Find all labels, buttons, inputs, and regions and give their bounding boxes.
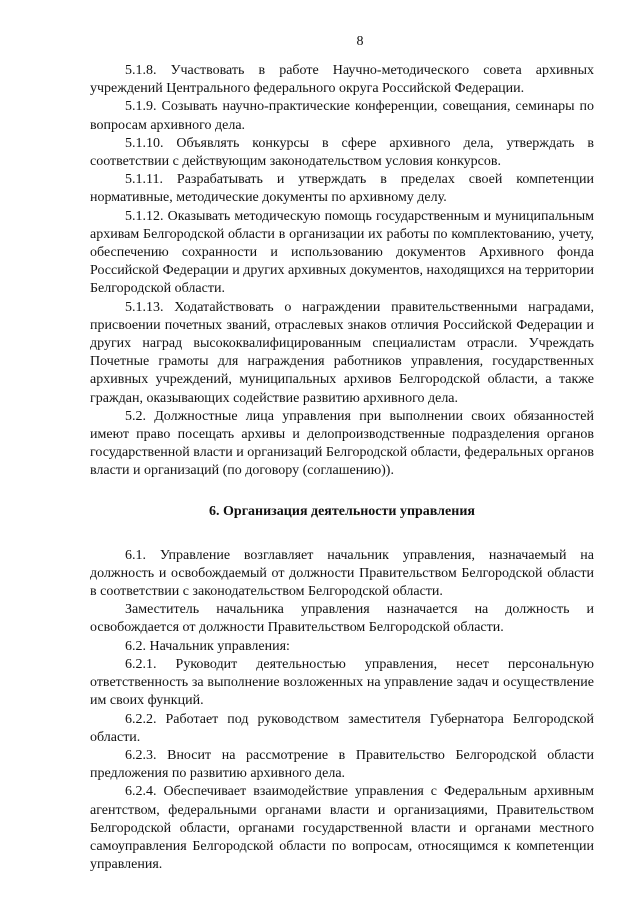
- spacer: [90, 481, 594, 503]
- section-6: [90, 547, 594, 875]
- paragraph-6-2-4: 6.2.4. Обеспечивает взаимодействие управления с Федеральным архивным агентством, федеральными органами власти и организациями, Правительством Белгородской области, органами государственной власти и органами местного самоуправления Белгородской области по вопросам, относящимся к компетенции управления.: [90, 784, 594, 873]
- spacer: [90, 521, 594, 547]
- paragraph-6-2-2: 6.2.2. Работает под руководством заместителя Губернатора Белгородской области.: [90, 711, 594, 745]
- section-heading: 6. Организация деятельности управления: [209, 503, 475, 519]
- paragraph-5-1-12: 5.1.12. Оказывать методическую помощь государственным и муниципальным архивам Белгородской области в организации их работы по комплектованию, учету, обеспечению сохранности и использованию документов Архивного фонда Российской Федерации и других архивных документов, находящихся на территории Белгородской области.: [90, 208, 594, 297]
- paragraph-6-2-3: 6.2.3. Вносит на рассмотрение в Правительство Белгородской области предложения по развитию архивного дела.: [90, 747, 594, 782]
- paragraph-5-1-9: 5.1.9. Созывать научно-практические конференции, совещания, семинары по вопросам архивного дела.: [90, 99, 594, 133]
- paragraph-5-1-10: 5.1.10. Объявлять конкурсы в сфере архивного дела, утверждать в соответствии с действующим законодательством условия конкурсов.: [90, 135, 594, 170]
- paragraph-6-2: 6.2. Начальник управления:: [125, 638, 290, 654]
- section-5-continuation: [90, 62, 594, 481]
- paragraph-5-1-8: 5.1.8. Участвовать в работе Научно-методического совета архивных учреждений Центрального федерального округа Российской Федерации.: [90, 63, 594, 97]
- paragraph-5-1-13: 5.1.13. Ходатайствовать о награждении правительственными наградами, присвоении почетных званий, отраслевых знаков отличия Российской Федерации и других наград высококвалифицированным специалистам отрасли. Учреждать Почетные грамоты для награждения работников управления, государственных архивных учреждений, муниципальных архивов Белгородской области, а также граждан, оказывающих содействие развитию архивного дела.: [90, 299, 594, 406]
- paragraph-6-2-1: 6.2.1. Руководит деятельностью управления, несет персональную ответственность за выполнение возложенных на управление задач и осуществление им своих функций.: [90, 656, 594, 709]
- paragraph-5-1-11: 5.1.11. Разрабатывать и утверждать в пределах своей компетенции нормативные, методические документы по архивному делу.: [90, 172, 594, 206]
- page-number: 8: [356, 34, 364, 49]
- paragraph-5-2: 5.2. Должностные лица управления при выполнении своих обязанностей имеют право посещать архивы и делопроизводственные подразделения органов государственной власти и организаций Белгородской области, федеральных органов власти и организаций (по договору (соглашению)).: [90, 408, 594, 479]
- paragraph-6-1: 6.1. Управление возглавляет начальник управления, назначаемый на должность и освобождаемый от должности Правительством Белгородской области в соответствии с законодательством Белгородской области.: [90, 547, 594, 600]
- paragraph-deputy: Заместитель начальника управления назначается на должность и освобождается от должности Правительством Белгородской области.: [90, 602, 594, 636]
